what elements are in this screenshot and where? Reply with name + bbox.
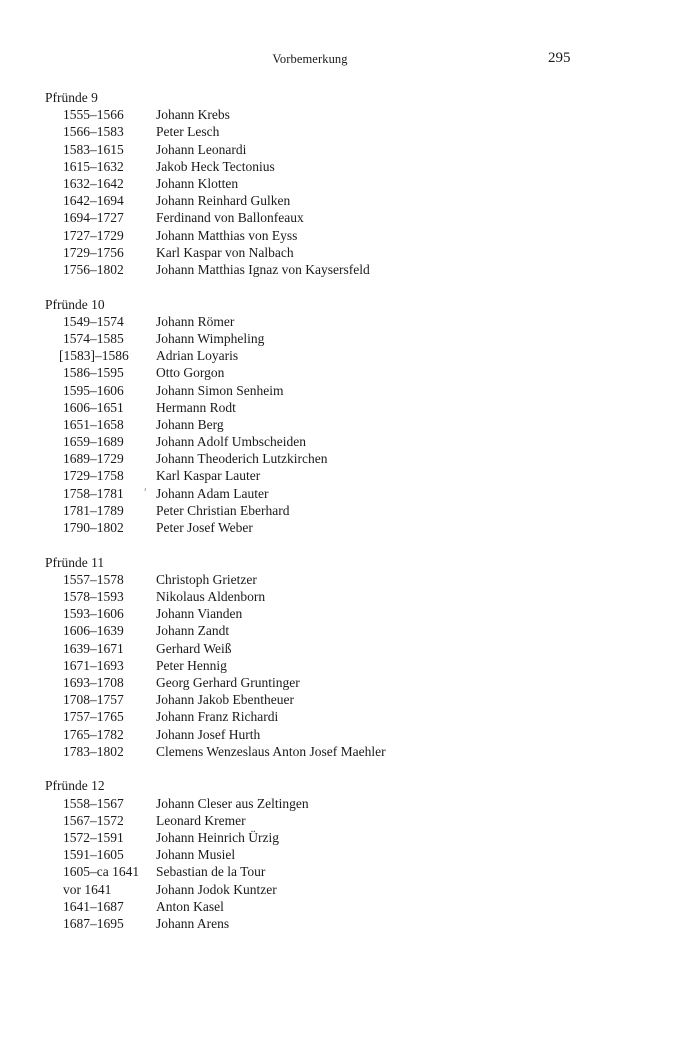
holder-name: Johann Wimpheling (156, 330, 265, 346)
holder-name: Johann Krebs (156, 107, 230, 123)
holder-name: Karl Kaspar Lauter (156, 468, 261, 484)
tenure-years: 1555–1566 (63, 107, 124, 123)
holder-name: Nikolaus Aldenborn (156, 589, 266, 605)
tenure-years: 1642–1694 (63, 193, 124, 209)
holder-name: Adrian Loyaris (156, 348, 239, 364)
holder-name: Johann Josef Hurth (156, 726, 261, 742)
holder-name: Johann Matthias von Eyss (156, 227, 298, 243)
tenure-years: 1757–1765 (63, 709, 124, 725)
list-item (45, 364, 645, 381)
holder-name: Leonard Kremer (156, 812, 246, 828)
tenure-years: 1727–1729 (63, 227, 124, 243)
holder-name: Hermann Rodt (156, 399, 236, 415)
holder-name: Johann Römer (156, 313, 235, 329)
holder-name: Johann Leonardi (156, 141, 247, 157)
tenure-years: 1639–1671 (63, 640, 124, 656)
holder-name: Otto Gorgon (156, 365, 225, 381)
tenure-years: 1567–1572 (63, 812, 124, 828)
section-title: Pfründe 10 (45, 296, 105, 312)
holder-name: Ferdinand von Ballonfeaux (156, 210, 304, 226)
prebend-list (45, 89, 645, 950)
holder-name: Karl Kaspar von Nalbach (156, 244, 294, 260)
section-title: Pfründe 12 (45, 778, 105, 794)
prebend-section (45, 554, 645, 760)
list-item (45, 657, 645, 674)
list-item (45, 898, 645, 915)
tenure-years: [1583]–1586 (59, 348, 129, 364)
tenure-years: 1790–1802 (63, 520, 124, 535)
holder-name: Peter Lesch (156, 124, 220, 140)
tenure-years: 1781–1789 (63, 502, 124, 518)
list-item (45, 416, 645, 433)
holder-name: Christoph Grietzer (156, 571, 257, 587)
list-item (45, 433, 645, 450)
holder-name: Peter Christian Eberhard (156, 502, 290, 518)
holder-name: Johann Arens (156, 915, 230, 931)
prebend-section (45, 296, 645, 537)
list-item (45, 881, 645, 898)
list-item (45, 192, 645, 209)
list-item (45, 347, 645, 364)
tenure-years: 1729–1756 (63, 244, 124, 260)
tenure-years: 1605–ca 1641 (63, 864, 140, 880)
list-item (45, 209, 645, 226)
holder-name: Johann Franz Richardi (156, 709, 279, 725)
list-item (45, 313, 645, 330)
tenure-years: 1578–1593 (63, 589, 124, 605)
holder-name: Clemens Wenzeslaus Anton Josef Maehler (156, 743, 386, 759)
list-item (45, 674, 645, 691)
list-item (45, 467, 645, 484)
tenure-years: 1708–1757 (63, 692, 124, 708)
tenure-years: 1593–1606 (63, 606, 124, 622)
prebend-section (45, 89, 645, 278)
running-title: Vorbemerkung (272, 52, 348, 66)
tenure-years: 1606–1651 (63, 399, 124, 415)
tenure-years: 1632–1642 (63, 175, 124, 191)
tenure-years: 1671–1693 (63, 657, 124, 673)
list-item (45, 708, 645, 725)
list-item (45, 141, 645, 158)
page-number: 295 (548, 50, 571, 66)
tenure-years: 1689–1729 (63, 451, 124, 467)
holder-name: Johann Adolf Umbscheiden (156, 434, 306, 450)
list-item (45, 175, 645, 192)
list-item (45, 106, 645, 123)
list-item (45, 691, 645, 708)
list-item (45, 502, 645, 519)
holder-name: Johann Musiel (156, 847, 236, 863)
section-title: Pfründe 9 (45, 90, 98, 105)
list-item (45, 812, 645, 829)
holder-name: Georg Gerhard Gruntinger (156, 675, 300, 690)
tenure-years: 1583–1615 (63, 141, 124, 157)
tenure-years: 1765–1782 (63, 726, 124, 742)
tenure-years: vor 1641 (63, 881, 112, 897)
tenure-years: 1651–1658 (63, 416, 124, 432)
tenure-years: 1729–1758 (63, 468, 124, 484)
tenure-years: 1591–1605 (63, 847, 124, 863)
list-item (45, 382, 645, 399)
list-item (45, 485, 645, 502)
list-item (45, 261, 645, 278)
list-item (45, 846, 645, 863)
list-item (45, 829, 645, 846)
holder-name: Johann Klotten (156, 175, 239, 191)
tenure-years: 1693–1708 (63, 675, 124, 690)
holder-name: Johann Adam Lauter (156, 485, 269, 501)
list-item (45, 588, 645, 605)
list-item (45, 605, 645, 622)
tenure-years: 1756–1802 (63, 261, 124, 277)
margin-mark: ʴ (144, 484, 146, 495)
tenure-years: 1572–1591 (63, 830, 124, 845)
tenure-years: 1758–1781 (63, 485, 124, 501)
holder-name: Johann Jodok Kuntzer (156, 881, 277, 897)
tenure-years: 1586–1595 (63, 365, 124, 381)
tenure-years: 1659–1689 (63, 434, 124, 450)
holder-name: Anton Kasel (156, 898, 224, 914)
list-item (45, 450, 645, 467)
tenure-years: 1549–1574 (63, 313, 124, 329)
holder-name: Johann Jakob Ebentheuer (156, 692, 294, 708)
holder-name: Johann Theoderich Lutzkirchen (156, 451, 328, 467)
tenure-years: 1557–1578 (63, 571, 124, 587)
list-item (45, 123, 645, 140)
tenure-years: 1615–1632 (63, 158, 124, 174)
holder-name: Johann Berg (156, 416, 224, 432)
list-item (45, 519, 645, 536)
tenure-years: 1694–1727 (63, 210, 124, 226)
tenure-years: 1687–1695 (63, 915, 124, 931)
list-item (45, 330, 645, 347)
list-item (45, 158, 645, 175)
page-header (0, 50, 700, 70)
tenure-years: 1783–1802 (63, 743, 124, 759)
list-item (45, 863, 645, 880)
holder-name: Peter Josef Weber (156, 520, 253, 535)
section-title: Pfründe 11 (45, 554, 105, 570)
list-item (45, 244, 645, 261)
list-item (45, 726, 645, 743)
list-item (45, 743, 645, 760)
tenure-years: 1606–1639 (63, 623, 124, 639)
list-item (45, 399, 645, 416)
holder-name: Gerhard Weiß (156, 640, 232, 656)
prebend-section (45, 777, 645, 932)
holder-name: Sebastian de la Tour (156, 864, 266, 880)
holder-name: Johann Reinhard Gulken (156, 193, 291, 209)
list-item (45, 622, 645, 639)
holder-name: Johann Cleser aus Zeltingen (156, 795, 309, 811)
holder-name: Peter Hennig (156, 657, 227, 673)
list-item (45, 795, 645, 812)
tenure-years: 1574–1585 (63, 330, 124, 346)
tenure-years: 1595–1606 (63, 382, 124, 398)
holder-name: Jakob Heck Tectonius (156, 158, 275, 174)
list-item (45, 640, 645, 657)
holder-name: Johann Heinrich Ürzig (156, 830, 279, 845)
tenure-years: 1558–1567 (63, 795, 124, 811)
holder-name: Johann Matthias Ignaz von Kaysersfeld (156, 261, 370, 277)
tenure-years: 1641–1687 (63, 898, 124, 914)
holder-name: Johann Simon Senheim (156, 382, 284, 398)
tenure-years: 1566–1583 (63, 124, 124, 140)
holder-name: Johann Vianden (156, 606, 243, 622)
list-item (45, 227, 645, 244)
holder-name: Johann Zandt (156, 623, 230, 639)
list-item (45, 571, 645, 588)
list-item (45, 915, 645, 932)
